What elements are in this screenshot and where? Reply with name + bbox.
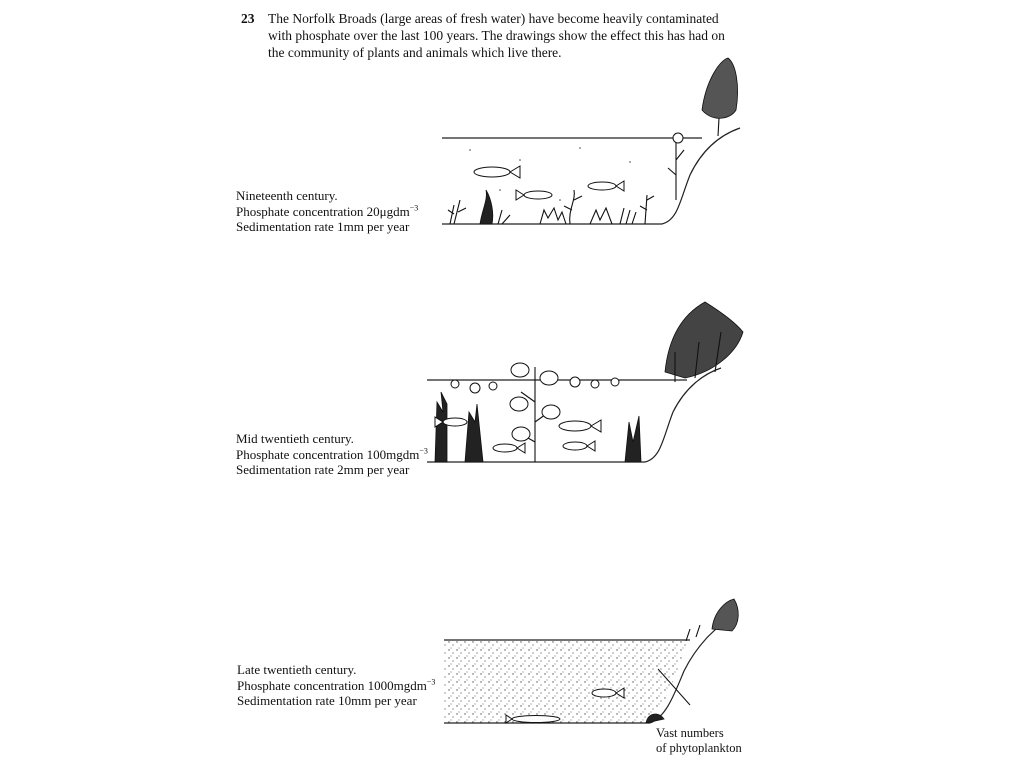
phytoplankton-label bbox=[656, 726, 742, 756]
tree bbox=[702, 58, 738, 136]
fish-3 bbox=[493, 443, 525, 453]
period-label: Nineteenth century. bbox=[236, 188, 338, 203]
phytoplankton-water bbox=[444, 640, 688, 723]
phosphate-label: Phosphate concentration 1000mgdm$^{-3}$ bbox=[237, 677, 436, 693]
bank bbox=[645, 368, 721, 462]
scene-nineteenth-century bbox=[440, 50, 750, 235]
sedimentation-label: Sedimentation rate 1mm per year bbox=[236, 219, 410, 234]
bank-plants bbox=[686, 599, 738, 641]
sedimentation-label: Sedimentation rate 2mm per year bbox=[236, 462, 410, 477]
question-number: 23 bbox=[241, 11, 255, 26]
period-label: Late twentieth century. bbox=[237, 662, 357, 677]
bank bbox=[662, 128, 740, 224]
scene-late-twentieth-century bbox=[440, 585, 750, 735]
caption-nineteenth-century bbox=[236, 188, 418, 235]
phosphate-label: Phosphate concentration 100mgdm$^{-3}$ bbox=[236, 446, 428, 462]
phytoplankton-label-line-2: of phytoplankton bbox=[656, 741, 742, 755]
marginal-plant bbox=[668, 133, 684, 200]
question-line-2: with phosphate over the last 100 years. The drawings show the effect this has had on bbox=[268, 28, 725, 43]
phytoplankton-label-line-1: Vast numbers bbox=[656, 726, 724, 740]
sedimentation-label: Sedimentation rate 10mm per year bbox=[237, 693, 417, 708]
dark-weeds bbox=[435, 392, 641, 462]
fish-1 bbox=[474, 166, 520, 178]
period-label: Mid twentieth century. bbox=[236, 431, 354, 446]
bank-vegetation bbox=[665, 302, 743, 382]
fish-3 bbox=[588, 181, 624, 191]
scene-mid-twentieth-century bbox=[425, 292, 755, 472]
caption-mid-twentieth-century bbox=[236, 431, 428, 478]
question-line-1: The Norfolk Broads (large areas of fresh water) have become heavily contaminated bbox=[268, 11, 719, 26]
phosphate-label: Phosphate concentration 20μgdm$^{-3}$ bbox=[236, 203, 419, 219]
fish-2 bbox=[559, 420, 601, 432]
caption-late-twentieth-century bbox=[237, 662, 435, 709]
fish-4 bbox=[563, 441, 595, 451]
question-line-3: the community of plants and animals which live there. bbox=[268, 45, 562, 60]
fish-2 bbox=[516, 190, 552, 200]
